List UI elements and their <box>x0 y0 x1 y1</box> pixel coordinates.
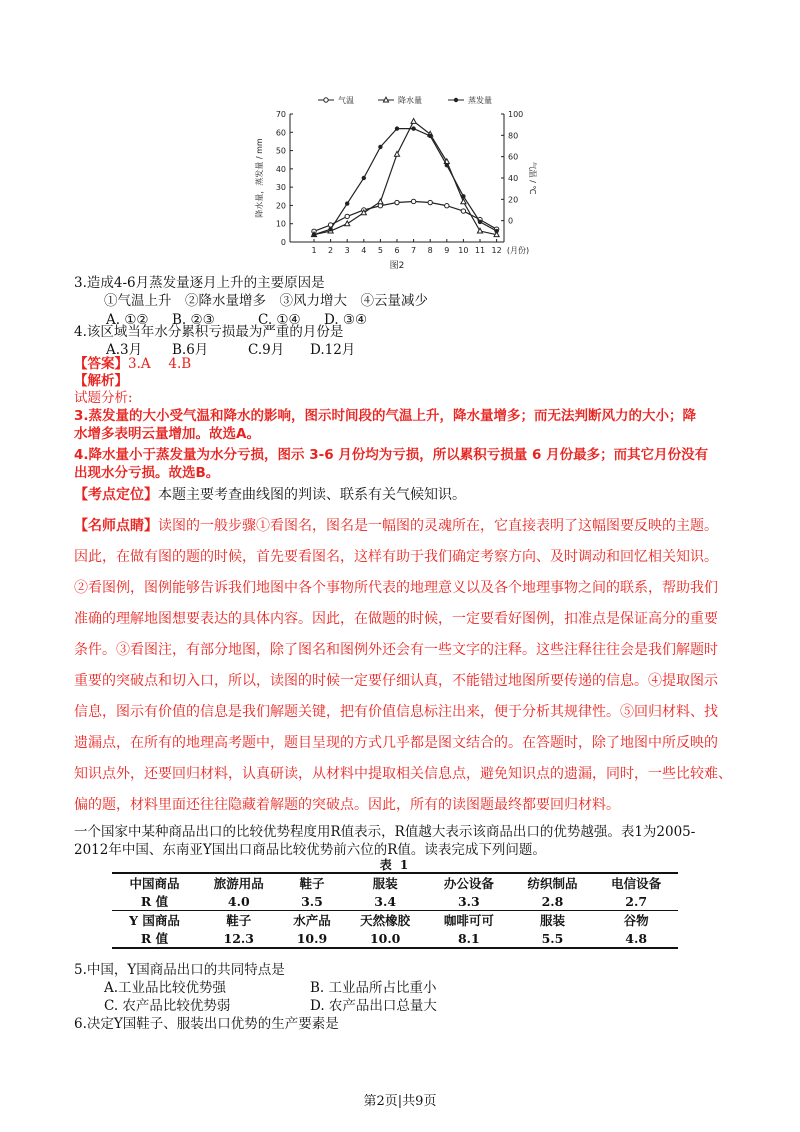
legend-circle-icon <box>324 98 328 102</box>
exam-point-text: 本题主要考查曲线图的判读、联系有关气候知识。 <box>158 487 466 503</box>
option-c: C. ①④ <box>258 312 301 328</box>
table-cell: Y 国商品 <box>112 911 197 930</box>
table-row <box>112 929 678 948</box>
tips-line <box>74 511 718 541</box>
left-tick-label: 40 <box>275 164 286 174</box>
legend-triangle-icon <box>383 97 388 102</box>
analysis-line: 出现水分亏损。故选B。 <box>74 465 220 481</box>
x-tick-label: 6 <box>394 246 400 255</box>
page-number: 第2页|共9页 <box>363 1094 437 1109</box>
question-3-items: ①气温上升 ②降水量增多 ③风力增大 ④云量减少 <box>104 293 428 309</box>
passage-line: 一个国家中某种商品出口的比较优势程度用R值表示，R值越大表示该商品出口的优势越强。表1为2005- <box>74 824 696 840</box>
question-3-stem: 3.造成4-6月蒸发量逐月上升的主要原因是 <box>74 275 325 291</box>
table-cell: R 值 <box>140 894 169 909</box>
exam-point-label: 【考点定位】 <box>74 487 158 503</box>
question-6-stem: 6.决定Y国鞋子、服装出口优势的生产要素是 <box>74 1016 339 1032</box>
table-cell: 旅游用品 <box>197 873 281 892</box>
right-tick-label: 100 <box>508 110 524 119</box>
tips-line: 重要的突破点和切入口，所以，读图的时候一定要仔细认真，不能错过地图所要传递的信息。④提取图示 <box>74 673 718 689</box>
evaporation-point <box>328 227 332 231</box>
table-cell: 中国商品 <box>112 873 197 892</box>
left-tick-label: 70 <box>275 110 286 119</box>
option-a: A.工业品比较优势强 <box>104 980 227 996</box>
option-d: D.12月 <box>310 342 356 358</box>
table-1 <box>112 856 678 949</box>
tips-text: 读图的一般步骤①看图名，图名是一幅图的灵魂所在，它直接表明了这幅图要反映的主题。 <box>158 518 718 534</box>
table-cell: 办公设备 <box>427 873 511 892</box>
evaporation-point <box>395 126 399 130</box>
x-tick-label: 12 <box>491 246 502 255</box>
x-tick-label: 3 <box>344 246 350 255</box>
climate-chart <box>238 92 538 274</box>
left-tick-label: 30 <box>275 183 286 193</box>
temperature-point <box>428 200 432 204</box>
legend-label: 气温 <box>338 96 354 105</box>
answer-label: 【答案】 <box>74 356 128 372</box>
table-cell: 谷物 <box>594 911 678 930</box>
table-cell: 3.4 <box>374 893 397 909</box>
table-cell: 10.0 <box>343 929 427 948</box>
temperature-point <box>345 214 349 218</box>
exam-point <box>74 480 466 510</box>
option-a: A.3月 <box>106 342 143 358</box>
table-cell: 3.3 <box>457 893 480 909</box>
table-cell: 2.7 <box>625 893 648 909</box>
option-a: A. ①② <box>106 312 149 328</box>
x-tick-label: 9 <box>444 246 450 255</box>
table-cell: 2.8 <box>541 893 564 909</box>
tips-line: ②看图例，图例能够告诉我们地图中各个事物所代表的地理意义以及各个地理事物之间的联系，帮助我们 <box>74 580 718 596</box>
x-tick-label: 5 <box>377 246 383 255</box>
option-d: D. 农产品出口总量大 <box>310 998 437 1014</box>
question-5-options-row2 <box>104 997 437 1015</box>
left-tick-label: 50 <box>275 146 286 156</box>
temperature-point <box>445 204 449 208</box>
left-tick-label: 20 <box>275 201 286 211</box>
analysis-line: 4.降水量小于蒸发量为水分亏损，图示 3-6 月份均为亏损，所以累积亏损量 6 月份最多；而其它月份没有 <box>74 447 709 463</box>
table-cell: 水产品 <box>281 911 344 930</box>
right-tick-label: 80 <box>508 131 519 141</box>
tips-line: 因此，在做有图的题的时候，首先要看图名，这样有助于我们确定考察方向、及时调动和回忆相关知识。 <box>74 549 718 565</box>
tips-line: 条件。③看图注，有部分地图，除了图名和图例外还会有一些文字的注释。这些注释往往会是我们解题时 <box>74 642 718 658</box>
table-row <box>112 911 678 930</box>
temperature-point <box>395 200 399 204</box>
right-axis-title: 气温 / ℃ <box>528 161 537 195</box>
x-axis-unit: (月份) <box>506 246 530 255</box>
table-cell: 8.1 <box>427 929 511 948</box>
evaporation-point <box>445 163 449 167</box>
table-cell: 服装 <box>343 873 427 892</box>
evaporation-point <box>362 176 366 180</box>
x-tick-label: 1 <box>311 246 317 255</box>
right-tick-label: 60 <box>508 152 519 162</box>
answer-line <box>74 355 191 373</box>
table-row <box>112 892 678 911</box>
x-tick-label: 11 <box>474 246 486 255</box>
x-tick-label: 8 <box>427 246 433 255</box>
answer-value: 3.A 4.B <box>128 356 192 372</box>
option-d: D. ③④ <box>324 312 368 328</box>
table-cell: 纺织制品 <box>511 873 595 892</box>
table-cell: 3.5 <box>301 893 323 909</box>
evaporation-point <box>345 201 349 205</box>
precipitation-point <box>394 151 399 156</box>
table-cell: 咖啡可可 <box>427 911 511 930</box>
figure-caption: 图2 <box>389 261 405 271</box>
left-tick-label: 10 <box>275 219 286 229</box>
option-c: C.9月 <box>248 342 285 358</box>
legend-label: 蒸发量 <box>468 96 492 105</box>
table-cell: 10.9 <box>281 929 344 948</box>
x-tick-label: 4 <box>361 246 367 255</box>
evaporation-point <box>478 220 482 224</box>
left-tick-label: 0 <box>280 238 286 247</box>
right-tick-label: 20 <box>508 195 519 205</box>
legend-dot-icon <box>454 98 458 102</box>
tips-line: 知识点外，还要回归材料，认真研读，从材料中提取相关信息点，避免知识点的遗漏，同时，一些比较难、 <box>74 766 732 782</box>
legend-label: 降水量 <box>398 96 422 105</box>
tips-label: 【名师点睛】 <box>74 518 158 534</box>
evaporation-point <box>461 194 465 198</box>
precipitation-point <box>378 199 383 204</box>
right-tick-label: 0 <box>508 216 514 226</box>
question-4-stem: 4.该区域当年水分累积亏损最为严重的月份是 <box>74 324 344 340</box>
table-cell: 5.5 <box>511 929 595 948</box>
analysis-line: 水增多表明云量增加。故选A。 <box>74 426 260 442</box>
evaporation-point <box>312 232 316 236</box>
tips-line: 遗漏点，在所有的地理高考题中，题目呈现的方式几乎都是图文结合的。在答题时，除了地图中所反映的 <box>74 735 718 751</box>
table-row <box>112 873 678 892</box>
option-b: B. 工业品所占比重小 <box>310 980 437 996</box>
analysis-label: 【解析】 <box>74 373 128 389</box>
climate-line-chart <box>238 92 538 274</box>
tips-line: 偏的题，材料里面还往往隐藏着解题的突破点。因此，所有的读图题最终都要回归材料。 <box>74 797 620 813</box>
right-tick-label: 40 <box>508 174 519 183</box>
tips-line: 准确的理解地图想要表达的具体内容。因此，在做题的时候，一定要看好图例，扣准点是保证高分的重要 <box>74 611 718 627</box>
table-cell: 12.3 <box>197 929 281 948</box>
option-b: B.6月 <box>172 342 209 358</box>
table-cell: 鞋子 <box>197 911 281 930</box>
x-tick-label: 7 <box>411 246 417 255</box>
table-cell: 4.8 <box>594 929 678 948</box>
table-cell: R 值 <box>112 929 197 948</box>
left-axis-title: 降水量，蒸发量 / mm <box>255 138 264 218</box>
x-tick-label: 10 <box>458 246 469 255</box>
table-cell: 天然橡胶 <box>343 911 427 930</box>
precipitation-point <box>345 221 350 226</box>
question-5-options-row1 <box>104 979 437 997</box>
precipitation-point <box>411 119 416 124</box>
analysis-line: 3.蒸发量的大小受气温和降水的影响，图示时间段的气温上升，降水量增多；而无法判断风力的大小；降 <box>74 408 697 424</box>
table-cell: 4.0 <box>227 893 250 909</box>
table-cell: 鞋子 <box>281 873 344 892</box>
evaporation-point <box>378 145 382 149</box>
x-tick-label: 2 <box>328 246 334 255</box>
evaporation-point <box>428 134 432 138</box>
tips-line: 信息，图示有价值的信息是我们解题关键，把有价值信息标注出来，便于分析其规律性。⑤回归材料、找 <box>74 704 718 720</box>
evaporation-point <box>411 126 415 130</box>
passage-line: 2012年中国、东南亚Y国出口商品比较优势前六位的R值。读表完成下列问题。 <box>74 842 546 858</box>
evaporation-point <box>494 229 498 233</box>
r-value-table <box>112 872 678 949</box>
table-cell: 电信设备 <box>594 873 678 892</box>
left-tick-label: 60 <box>275 128 286 138</box>
table-title: 表 1 <box>379 858 411 872</box>
series-line-1 <box>314 121 497 234</box>
temperature-point <box>461 209 465 213</box>
question-5-stem: 5.中国，Y国商品出口的共同特点是 <box>74 962 285 978</box>
table-cell: 服装 <box>511 911 595 930</box>
option-c: C. 农产品比较优势弱 <box>104 998 231 1014</box>
analysis-title: 试题分析: <box>74 390 133 406</box>
temperature-point <box>411 199 415 203</box>
option-b: B. ②③ <box>172 312 215 328</box>
